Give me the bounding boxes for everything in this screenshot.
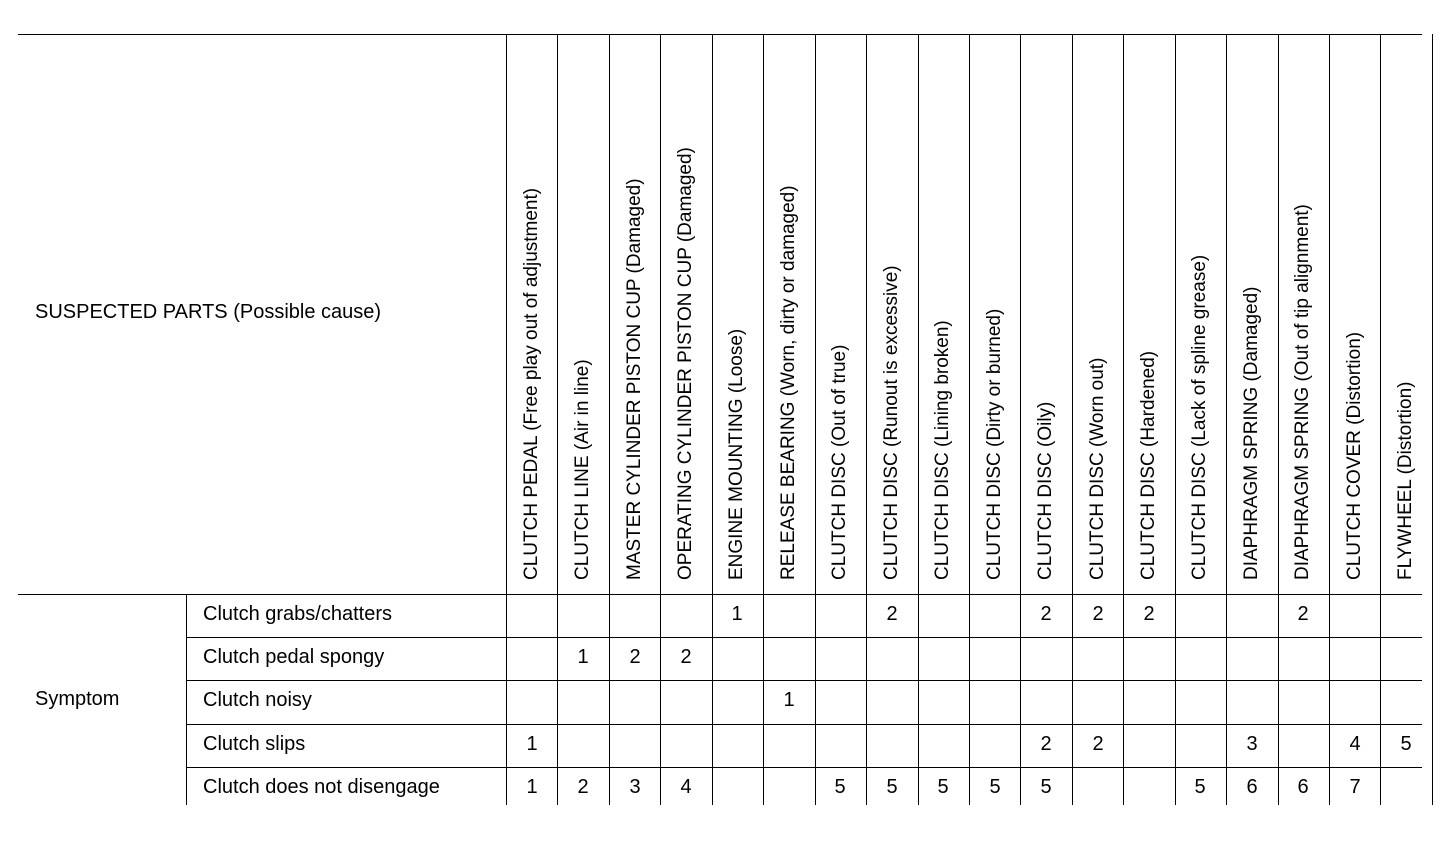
column-header: CLUTCH DISC (Dirty or burned) [984, 308, 1005, 580]
table-cell: 2 [629, 646, 641, 668]
table-cell: 6 [1246, 776, 1258, 798]
table-cell: 5 [1400, 733, 1412, 755]
column-divider [969, 34, 970, 805]
symptom-label: Clutch pedal spongy [203, 646, 385, 668]
symptom-group-label: Symptom [35, 688, 120, 710]
table-cell: 1 [783, 689, 795, 711]
column-header: MASTER CYLINDER PISTON CUP (Damaged) [624, 178, 645, 580]
header-bottom-border [18, 594, 1422, 595]
column-header: ENGINE MOUNTING (Loose) [726, 328, 747, 580]
row-divider [186, 724, 1422, 725]
table-cell: 3 [1246, 733, 1258, 755]
table-cell: 5 [834, 776, 846, 798]
row-divider [186, 767, 1422, 768]
table-cell: 5 [937, 776, 949, 798]
symptom-label: Clutch slips [203, 733, 306, 755]
suspected-parts-label: SUSPECTED PARTS (Possible cause) [35, 301, 382, 323]
table-top-border [18, 34, 1422, 35]
column-divider [1020, 34, 1021, 805]
column-header: CLUTCH LINE (Air in line) [572, 359, 593, 580]
column-header: CLUTCH DISC (Hardened) [1138, 350, 1159, 580]
table-cell: 6 [1297, 776, 1309, 798]
table-cell: 1 [526, 733, 538, 755]
table-cell: 2 [680, 646, 692, 668]
table-cell: 1 [526, 776, 538, 798]
table-cell: 5 [1040, 776, 1052, 798]
column-divider [815, 34, 816, 805]
column-divider [609, 34, 610, 805]
table-cell: 1 [731, 603, 743, 625]
column-header: FLYWHEEL (Distortion) [1395, 381, 1416, 580]
column-header: CLUTCH PEDAL (Free play out of adjustment) [521, 187, 542, 580]
table-cell: 7 [1349, 776, 1361, 798]
column-header: CLUTCH DISC (Runout is excessive) [881, 265, 902, 580]
column-header: CLUTCH DISC (Out of true) [829, 344, 850, 580]
column-divider [1278, 34, 1279, 805]
table-cell: 2 [1092, 603, 1104, 625]
table-cell: 2 [1040, 603, 1052, 625]
column-divider [1175, 34, 1176, 805]
column-divider [1432, 34, 1433, 805]
table-cell: 4 [680, 776, 692, 798]
table-cell: 2 [886, 603, 898, 625]
column-header: RELEASE BEARING (Worn, dirty or damaged) [778, 185, 799, 580]
column-header: DIAPHRAGM SPRING (Out of tip alignment) [1292, 204, 1313, 580]
column-divider [1072, 34, 1073, 805]
column-header: CLUTCH COVER (Distortion) [1344, 331, 1365, 580]
column-header: OPERATING CYLINDER PISTON CUP (Damaged) [675, 147, 696, 580]
column-divider [1329, 34, 1330, 805]
column-header: CLUTCH DISC (Worn out) [1087, 357, 1108, 580]
symptom-label: Clutch does not disengage [203, 776, 440, 798]
column-divider [660, 34, 661, 805]
column-header: CLUTCH DISC (Lining broken) [932, 320, 953, 580]
table-cell: 5 [989, 776, 1001, 798]
table-cell: 3 [629, 776, 641, 798]
table-cell: 2 [1040, 733, 1052, 755]
column-divider [712, 34, 713, 805]
symptom-label: Clutch grabs/chatters [203, 603, 392, 625]
column-divider [866, 34, 867, 805]
symptom-label: Clutch noisy [203, 689, 312, 711]
table-cell: 4 [1349, 733, 1361, 755]
column-divider [1380, 34, 1381, 805]
table-cell: 2 [577, 776, 589, 798]
row-divider [186, 680, 1422, 681]
column-divider [1226, 34, 1227, 805]
column-divider [506, 34, 507, 805]
column-header: CLUTCH DISC (Lack of spline grease) [1189, 254, 1210, 580]
table-cell: 5 [886, 776, 898, 798]
table-cell: 1 [577, 646, 589, 668]
table-cell: 2 [1092, 733, 1104, 755]
table-cell: 2 [1297, 603, 1309, 625]
table-cell: 2 [1143, 603, 1155, 625]
column-divider [1123, 34, 1124, 805]
column-header: DIAPHRAGM SPRING (Damaged) [1241, 286, 1262, 580]
column-header: CLUTCH DISC (Oily) [1035, 401, 1056, 580]
column-divider [557, 34, 558, 805]
symptom-column-divider [186, 594, 187, 805]
table-cell: 5 [1194, 776, 1206, 798]
column-divider [918, 34, 919, 805]
row-divider [186, 637, 1422, 638]
